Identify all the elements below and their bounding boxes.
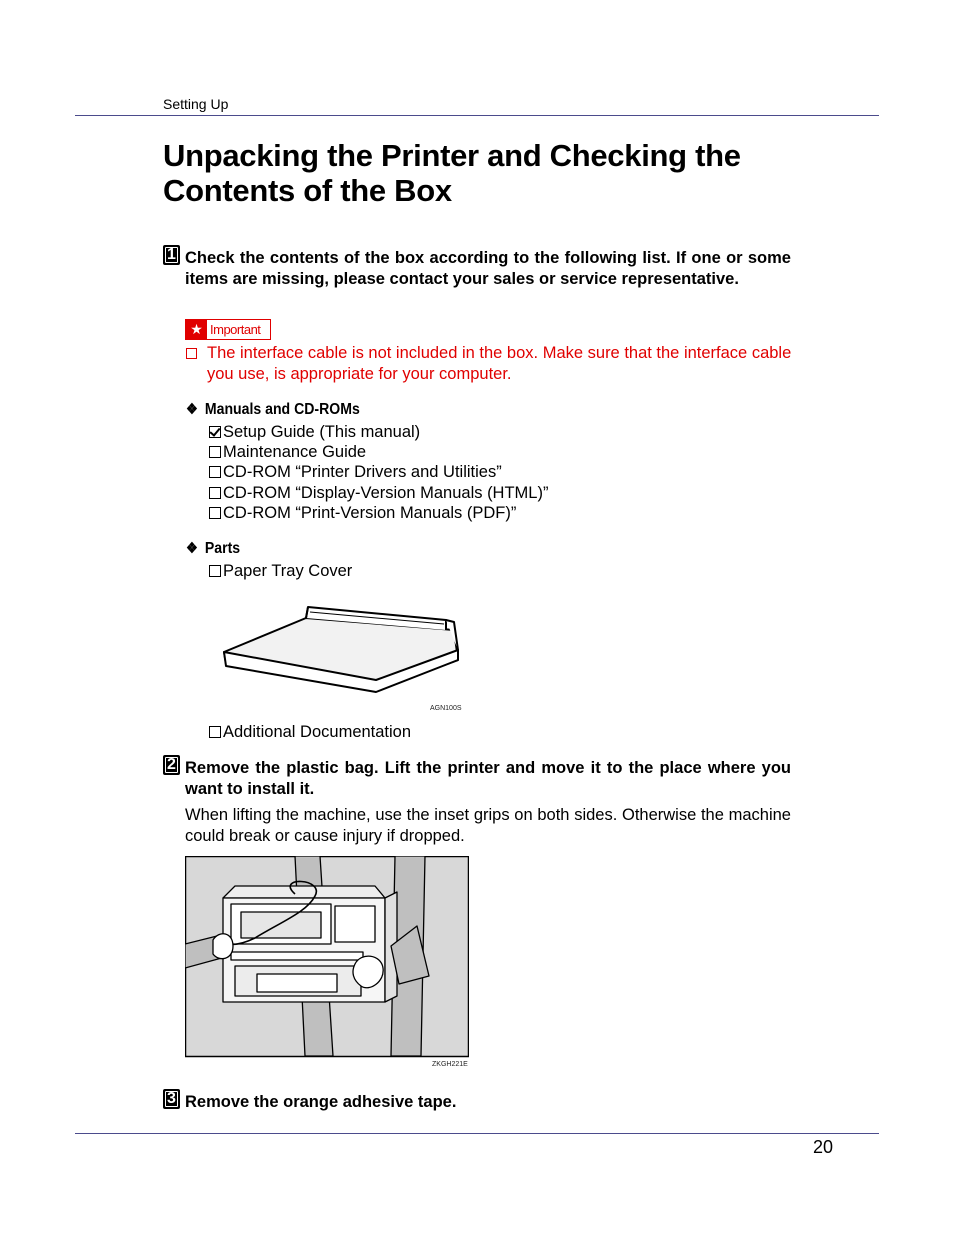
list-item-label: Paper Tray Cover — [223, 562, 353, 580]
checkbox-icon — [209, 565, 221, 577]
step-2-text: Remove the plastic bag. Lift the printer and move it to the place where you want to install it. — [185, 759, 791, 798]
checkbox-icon — [209, 446, 221, 458]
list-item-label: Maintenance Guide — [223, 443, 367, 461]
list-item — [209, 561, 352, 581]
running-header: Setting Up — [163, 96, 229, 112]
checked-box-icon — [209, 426, 221, 438]
list-item-label: CD-ROM “Printer Drivers and Utilities” — [223, 463, 502, 481]
printer-lifting-illustration — [185, 856, 469, 1058]
step-1-text: Check the contents of the box according to the following list. If one or some items are missing, please contact your sales or service representative. — [185, 249, 791, 288]
list-item-label: Additional Documentation — [223, 723, 412, 741]
note-checkbox-icon — [186, 348, 197, 359]
page-title: Unpacking the Printer and Checking the Contents of the Box — [163, 138, 741, 208]
star-icon: ★ — [186, 320, 207, 339]
diamond-bullet-icon: ❖ — [186, 401, 198, 418]
tray-figure-code: AGN100S — [430, 705, 462, 712]
diamond-bullet-icon: ❖ — [186, 540, 198, 557]
printer-figure-code: ZKGH221E — [432, 1061, 468, 1068]
manuals-heading-text: Manuals and CD-ROMs — [204, 401, 360, 418]
manuals-heading — [186, 400, 360, 419]
list-item-label: CD-ROM “Print-Version Manuals (PDF)” — [223, 504, 517, 522]
header-rule — [75, 115, 879, 116]
list-item-label: Setup Guide (This manual) — [223, 423, 421, 441]
step-3-text: Remove the orange adhesive tape. — [185, 1093, 457, 1111]
page-number: 20 — [813, 1137, 834, 1157]
checkbox-icon — [209, 726, 221, 738]
list-item — [209, 422, 420, 442]
important-badge — [185, 319, 271, 340]
list-item — [209, 462, 502, 482]
list-item — [209, 503, 516, 523]
list-item — [209, 722, 411, 742]
parts-heading — [186, 539, 240, 558]
checkbox-icon — [209, 507, 221, 519]
important-label: Important — [210, 322, 261, 337]
lifting-note: When lifting the machine, use the inset grips on both sides. Otherwise the machine could break or cause injury if dropped. — [185, 806, 791, 845]
footer-rule — [75, 1133, 879, 1134]
paper-tray-cover-illustration — [218, 600, 468, 700]
important-note: The interface cable is not included in the box. Make sure that the interface cable you use, is appropriate for your computer. — [207, 344, 792, 383]
step-2-number: 2 — [163, 755, 180, 775]
checkbox-icon — [209, 466, 221, 478]
list-item — [209, 483, 548, 503]
list-item-label: CD-ROM “Display-Version Manuals (HTML)” — [223, 484, 549, 502]
step-1-number: 1 — [163, 245, 180, 265]
step-3-number: 3 — [163, 1089, 180, 1109]
list-item — [209, 442, 366, 462]
checkbox-icon — [209, 487, 221, 499]
parts-heading-text: Parts — [204, 540, 241, 557]
